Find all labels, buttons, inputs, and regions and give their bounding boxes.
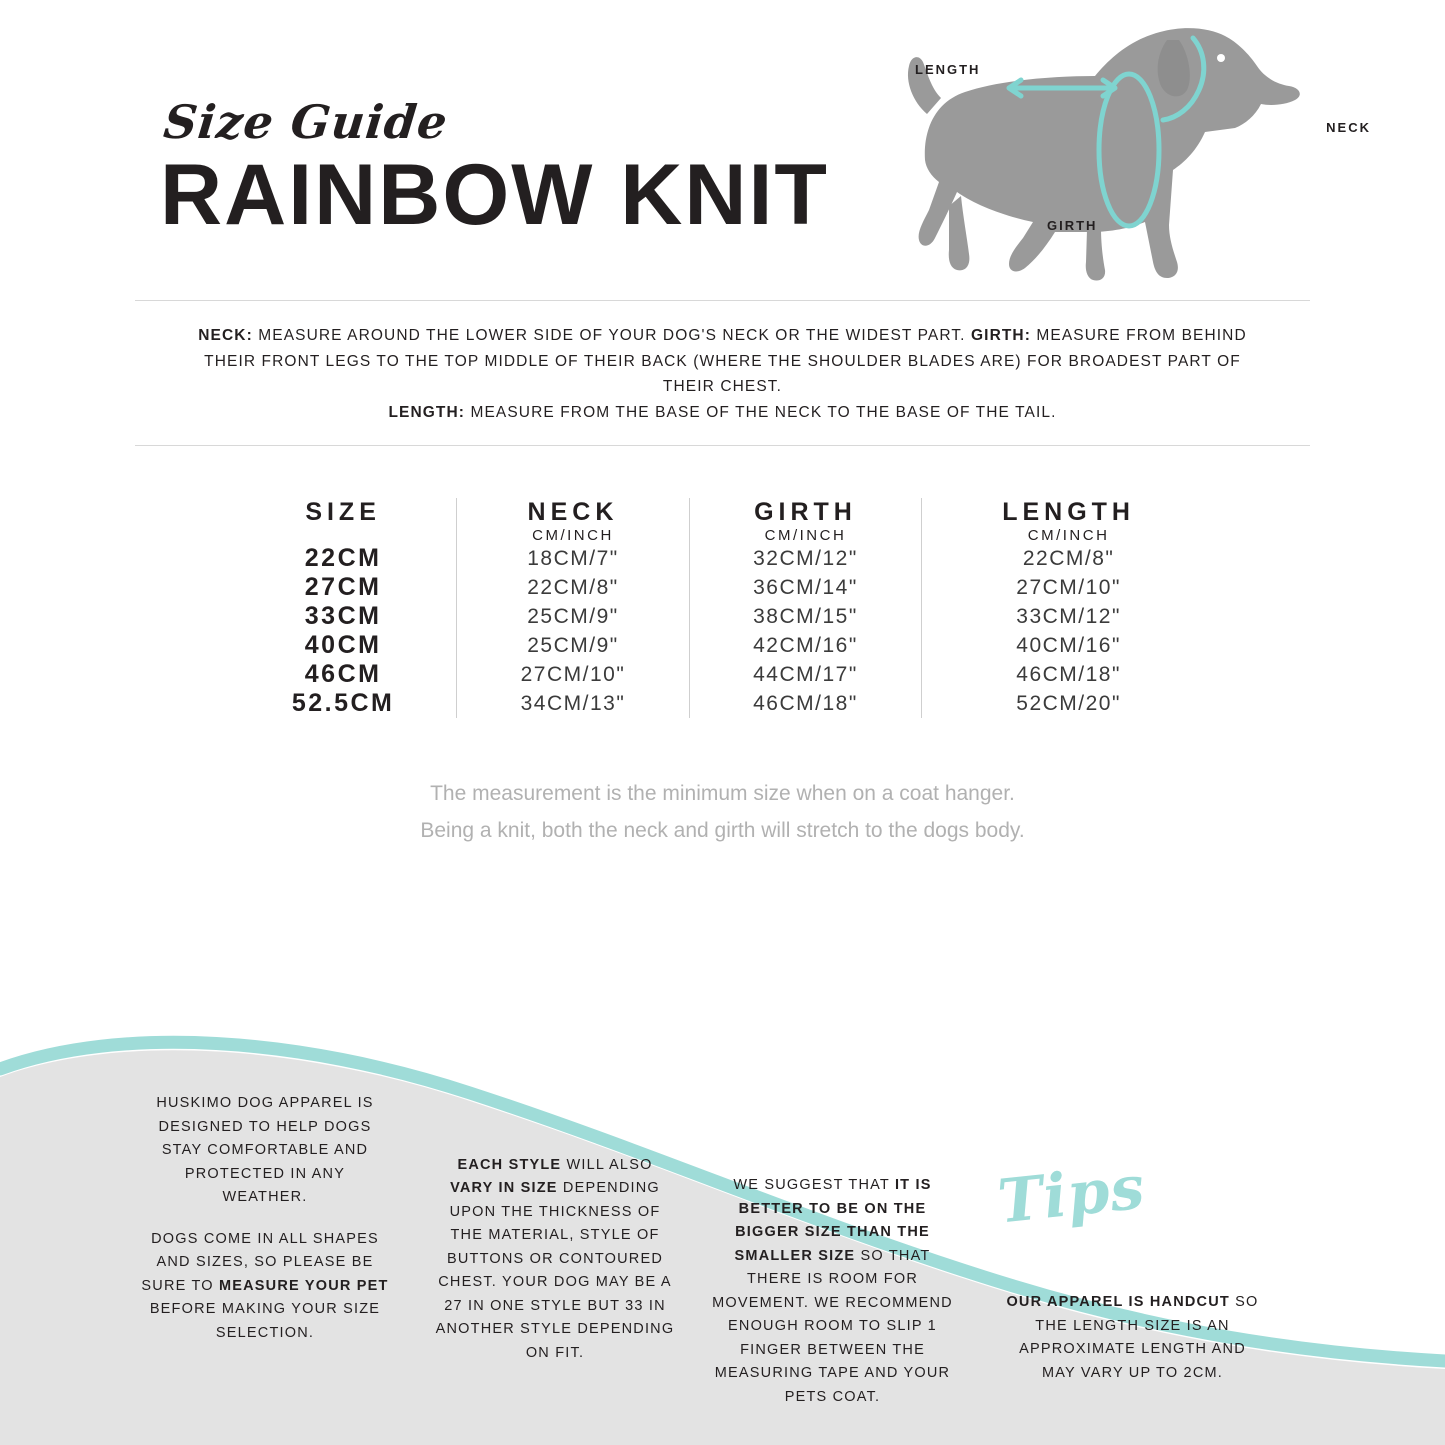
- tip1-paragraph-1: HUSKIMO DOG APPAREL IS DESIGNED TO HELP DOGS STAY COMFORTABLE AND PROTECTED IN ANY WEATHER.: [156, 1095, 374, 1206]
- cell-length: 33CM/12": [922, 602, 1215, 631]
- table-row: [230, 631, 1215, 660]
- tip1-p2-post: BEFORE MAKING YOUR SIZE SELECTION.: [149, 1301, 381, 1341]
- tip1-p2-bold: MEASURE YOUR PET: [218, 1277, 389, 1294]
- size-table: [230, 498, 1215, 718]
- diagram-label-length: LENGTH: [915, 62, 981, 77]
- tip4-post: SO THE LENGTH SIZE IS AN APPROXIMATE LENGTH AND MAY VARY UP TO 2CM.: [1019, 1294, 1259, 1381]
- cell-size: 52.5CM: [291, 689, 395, 718]
- measuring-instructions: [0, 301, 1445, 445]
- divider-bottom: [135, 445, 1310, 446]
- page-title: RAINBOW KNIT: [160, 147, 829, 243]
- tip2-bold-2: VARY IN SIZE: [450, 1180, 558, 1197]
- cell-size: 22CM: [304, 544, 382, 573]
- diagram-label-neck: NECK: [1326, 120, 1371, 135]
- table-subheader-row: [230, 527, 1215, 544]
- cell-size: 40CM: [304, 631, 382, 660]
- tip4-paragraph: [1000, 1291, 1265, 1385]
- diagram-label-girth: GIRTH: [1047, 218, 1098, 233]
- tip-item-4: [1000, 1291, 1265, 1403]
- cell-length: 52CM/20": [922, 689, 1215, 718]
- note-line-2: Being a knit, both the neck and girth will stretch to the dogs body.: [420, 819, 1025, 842]
- column-subheader-size: [230, 527, 457, 544]
- instruction-neck-label: NECK:: [198, 327, 253, 344]
- tip3-pre: WE SUGGEST THAT: [733, 1177, 895, 1194]
- tip3-paragraph: [710, 1174, 955, 1409]
- column-subheader-length: CM/INCH: [922, 527, 1215, 544]
- cell-length: 22CM/8": [922, 544, 1215, 573]
- tip3-post: SO THAT THERE IS ROOM FOR MOVEMENT. WE RECOMMEND ENOUGH ROOM TO SLIP 1 FINGER BETWEEN THE MEASURING TAPE AND YOUR PETS COAT.: [712, 1247, 953, 1405]
- instruction-neck-text: MEASURE AROUND THE LOWER SIDE OF YOUR DOG'S NECK OR THE WIDEST PART.: [252, 327, 971, 344]
- note-line-1: The measurement is the minimum size when on a coat hanger.: [430, 782, 1015, 806]
- cell-girth: 32CM/12": [689, 544, 922, 573]
- tip2-post: DEPENDING UPON THE THICKNESS OF THE MATERIAL, STYLE OF BUTTONS OR CONTOURED CHEST. YOUR DOG MAY BE A 27 IN ONE STYLE BUT 33 IN ANOTHER STYLE DEPENDING ON FIT.: [435, 1180, 675, 1361]
- dog-illustration-svg: [905, 10, 1325, 300]
- tip-item-2: [435, 1154, 675, 1383]
- cell-girth: 36CM/14": [689, 573, 922, 602]
- cell-length: 27CM/10": [922, 573, 1215, 602]
- tip3-bold: IT IS BETTER TO BE ON THE BIGGER SIZE THAN THE SMALLER SIZE: [734, 1177, 932, 1264]
- column-header-neck: NECK: [457, 498, 690, 527]
- cell-girth: 44CM/17": [689, 660, 922, 689]
- cell-neck: 25CM/9": [457, 602, 690, 631]
- tip1-p2-pre: DOGS COME IN ALL SHAPES AND SIZES, SO PLEASE BE SURE TO: [141, 1230, 379, 1294]
- size-table-body: [230, 544, 1215, 718]
- cell-neck: 27CM/10": [457, 660, 690, 689]
- table-row: [230, 660, 1215, 689]
- tips-section: [0, 1025, 1445, 1445]
- cell-length: 46CM/18": [922, 660, 1215, 689]
- instruction-length-text: MEASURE FROM THE BASE OF THE NECK TO THE BASE OF THE TAIL.: [465, 403, 1057, 421]
- cell-size: 27CM: [304, 573, 382, 602]
- column-header-girth: GIRTH: [689, 498, 922, 527]
- tips-columns: [0, 1025, 1445, 1445]
- table-row: [230, 544, 1215, 573]
- table-header-row: [230, 498, 1215, 527]
- instruction-girth-label: GIRTH:: [971, 327, 1031, 344]
- tip4-bold: OUR APPAREL IS HANDCUT: [1006, 1294, 1230, 1311]
- table-row: [230, 689, 1215, 718]
- instruction-length-label: LENGTH:: [388, 403, 466, 421]
- tip-item-3: [710, 1174, 955, 1427]
- cell-neck: 22CM/8": [457, 573, 690, 602]
- tip2-paragraph: [435, 1154, 675, 1365]
- cell-girth: 38CM/15": [689, 602, 922, 631]
- cell-neck: 18CM/7": [457, 544, 690, 573]
- column-header-size: SIZE: [305, 498, 381, 527]
- cell-length: 40CM/16": [922, 631, 1215, 660]
- table-row: [230, 602, 1215, 631]
- tips-script-label: Tips: [994, 1152, 1149, 1238]
- dog-measurement-diagram: [905, 10, 1371, 300]
- tip2-bold-1: EACH STYLE: [457, 1156, 562, 1173]
- table-row: [230, 573, 1215, 602]
- cell-size: 33CM: [304, 602, 382, 631]
- tip1-paragraph-2: [140, 1228, 390, 1345]
- cell-neck: 25CM/9": [457, 631, 690, 660]
- column-subheader-girth: CM/INCH: [689, 527, 922, 544]
- cell-girth: 46CM/18": [689, 689, 922, 718]
- page-subtitle: Size Guide: [161, 95, 451, 149]
- cell-girth: 42CM/16": [689, 631, 922, 660]
- measurement-note: [0, 776, 1445, 850]
- column-header-length: LENGTH: [922, 498, 1215, 527]
- header: [0, 0, 1445, 300]
- tip2-mid: WILL ALSO: [561, 1156, 653, 1173]
- instruction-girth-text: MEASURE FROM BEHIND THEIR FRONT LEGS TO THE TOP MIDDLE OF THEIR BACK (WHERE THE SHOULDER BLADES ARE) FOR BROADEST PART OF THEIR CHEST.: [204, 327, 1247, 396]
- cell-neck: 34CM/13": [457, 689, 690, 718]
- size-table-head: [230, 498, 1215, 544]
- tip-item-1: [140, 1092, 390, 1363]
- size-table-wrapper: [0, 498, 1445, 718]
- cell-size: 46CM: [304, 660, 382, 689]
- title-block: [160, 95, 829, 243]
- column-subheader-neck: CM/INCH: [457, 527, 690, 544]
